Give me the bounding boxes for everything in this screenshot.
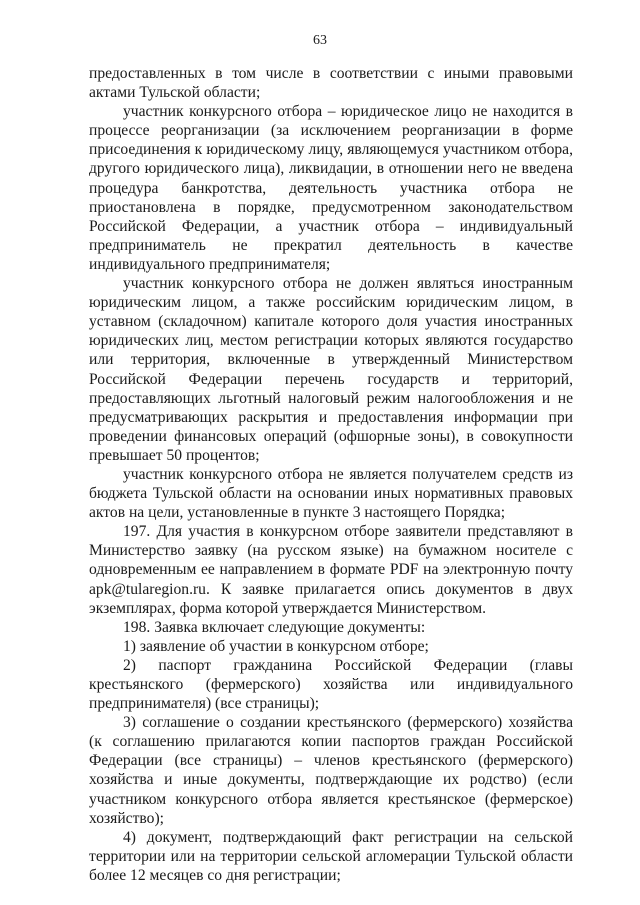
list-item-2: 2) паспорт гражданина Российской Федерации (главы крестьянского (фермерского) хозяйства или индивидуального предпринимателя) (все страницы); (89, 656, 573, 713)
list-item-4: 4) документ, подтверждающий факт регистрации на сельской территории или на территории сельской агломерации Тульской области более 12 месяцев со дня регистрации; (89, 828, 573, 884)
paragraph-foreign-entity-condition: участник конкурсного отбора не должен являться иностранным юридическим лицом, а также российским юридическим лицом, в уставном (складочном) капитале которого доля участия иностранных юридических лиц, местом регистрации которых являются государство или территория, включенные в утвержденный Министерством Российской Федерации перечень государств и территорий, предоставляющих льготный налоговый режим налогообложения и не предусматривающих раскрытия и предоставления информации при проведении финансовых операций (офшорные зоны), в совокупности превышает 50 процентов; (89, 275, 573, 464)
paragraph-clause-198: 198. Заявка включает следующие документы: (123, 618, 426, 636)
list-item-1: 1) заявление об участии в конкурсном отборе; (123, 637, 429, 655)
document-body (89, 64, 573, 885)
paragraph-budget-recipient-condition: участник конкурсного отбора не является получателем средств из бюджета Тульской области на основании иных нормативных правовых актов на цели, установленные в пункте 3 настоящего Порядка; (89, 465, 573, 522)
list-item-3: 3) соглашение о создании крестьянского (фермерского) хозяйства (к соглашению прилагаются копии паспортов граждан Российской Федерации (все страницы) – членов крестьянского (фермерского) хозяйства и иные документы, подтверждающие их родство) (если участником конкурсного отбора является крестьянское (фермерское) хозяйство); (89, 714, 573, 827)
paragraph-reorganization-condition: участник конкурсного отбора – юридическое лицо не находится в процессе реорганизации (за исключением реорганизации в форме присоединения к юридическому лицу, являющемуся участником отбора, другого юридического лица), ликвидации, в отношении него не введена процедура банкротства, деятельность участника отбора не приостановлена в порядке, предусмотренном законодательством Российской Федерации, а участник отбора – индивидуальный предприниматель не прекратил деятельность в качестве индивидуального предпринимателя; (89, 103, 573, 273)
paragraph-continuation: предоставленных в том числе в соответствии с иными правовыми актами Тульской области; (89, 65, 573, 102)
page-number: 63 (313, 33, 327, 48)
paragraph-clause-197: 197. Для участия в конкурсном отборе заявители представляют в Министерство заявку (на русском языке) на бумажном носителе с одновременным ее направлением в формате PDF на электронную почту apk@tularegion.ru. К заявке прилагается опись документов в двух экземплярах, форма которой утверждается Министерством. (89, 523, 573, 617)
